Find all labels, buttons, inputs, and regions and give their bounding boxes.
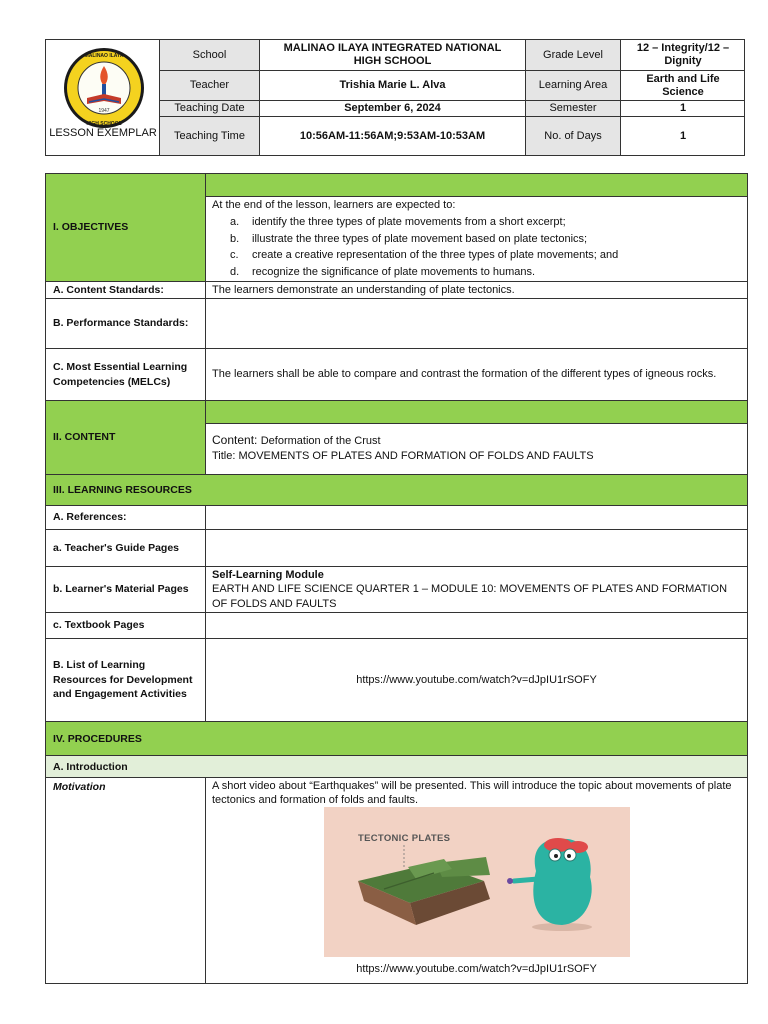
teaching-time-value: 10:56AM-11:56AM;9:53AM-10:53AM bbox=[260, 117, 526, 155]
objectives-list bbox=[212, 214, 741, 281]
content-cell bbox=[206, 401, 747, 474]
semester-label: Semester bbox=[526, 101, 621, 117]
introduction-label: A. Introduction bbox=[53, 760, 128, 773]
teacher-value: Trishia Marie L. Alva bbox=[260, 71, 526, 101]
melcs-row bbox=[46, 349, 747, 401]
references-row bbox=[46, 506, 747, 530]
teachers-guide-label: a. Teacher's Guide Pages bbox=[46, 530, 206, 566]
days-value: 1 bbox=[679, 129, 687, 142]
introduction-row bbox=[46, 756, 747, 778]
textbook-row bbox=[46, 613, 747, 639]
list-item bbox=[212, 247, 741, 264]
motivation-text: A short video about “Earthquakes” will be presented. This will introduce the topic about movements of plate tectonics and formation of folds and faults. bbox=[212, 780, 732, 806]
list-item bbox=[212, 214, 741, 231]
tectonic-plates-image bbox=[324, 807, 630, 957]
school-value: MALINAO ILAYA INTEGRATED NATIONAL HIGH SCHOOL bbox=[260, 40, 526, 71]
content-standards-label: A. Content Standards: bbox=[46, 282, 206, 298]
learners-material-value: EARTH AND LIFE SCIENCE QUARTER 1 – MODULE 10: MOVEMENTS OF PLATES AND FORMATION OF FOLDS AND FAULTS bbox=[212, 583, 728, 610]
learners-material-label: b. Learner's Material Pages bbox=[46, 567, 206, 612]
content-title: Title: MOVEMENTS OF PLATES AND FORMATION OF FOLDS AND FAULTS bbox=[212, 450, 594, 462]
svg-text:MALINAO ILAYA: MALINAO ILAYA bbox=[84, 53, 124, 59]
procedures-label: IV. PROCEDURES bbox=[53, 732, 142, 745]
grade-level-label: Grade Level bbox=[526, 40, 621, 71]
melcs-label: C. Most Essential Learning Competencies (MELCs) bbox=[46, 349, 206, 400]
logo-cell bbox=[46, 40, 160, 155]
teaching-date-label: Teaching Date bbox=[160, 101, 260, 117]
performance-standards-row bbox=[46, 299, 747, 349]
list-item bbox=[212, 231, 741, 248]
content-label: II. CONTENT bbox=[46, 401, 206, 474]
learning-resources-row bbox=[46, 475, 747, 506]
content-green-bar bbox=[206, 401, 747, 424]
teaching-time-label: Teaching Time bbox=[160, 117, 260, 155]
image-title: TECTONIC PLATES bbox=[358, 833, 451, 844]
learners-material-cell bbox=[206, 567, 747, 612]
teachers-guide-row bbox=[46, 530, 747, 567]
teachers-guide-value bbox=[206, 530, 747, 566]
teaching-date-value: September 6, 2024 bbox=[260, 101, 526, 117]
resource-list-link[interactable]: https://www.youtube.com/watch?v=dJpIU1rSOFY bbox=[356, 673, 597, 686]
content-prefix: Content: bbox=[212, 433, 261, 447]
references-value bbox=[206, 506, 747, 529]
svg-text:1947: 1947 bbox=[98, 108, 110, 114]
content-row bbox=[46, 401, 747, 475]
content-line bbox=[212, 433, 741, 449]
motivation-label: Motivation bbox=[46, 778, 206, 983]
video-link[interactable]: https://www.youtube.com/watch?v=dJpIU1rSOFY bbox=[356, 963, 597, 975]
lesson-exemplar-label: LESSON EXEMPLAR bbox=[49, 127, 157, 139]
school-seal-logo bbox=[59, 46, 149, 136]
item-text: create a creative representation of the three types of plate movements; and bbox=[252, 249, 619, 262]
textbook-value bbox=[206, 613, 747, 638]
item-marker: a. bbox=[230, 216, 240, 228]
item-text: recognize the significance of plate movements to humans. bbox=[252, 266, 536, 279]
objectives-row bbox=[46, 174, 747, 282]
objectives-content bbox=[206, 174, 747, 281]
learning-resources-label: III. LEARNING RESOURCES bbox=[53, 484, 192, 496]
procedures-row bbox=[46, 722, 747, 756]
item-marker: d. bbox=[230, 266, 240, 279]
header-table bbox=[45, 39, 745, 156]
teacher-label: Teacher bbox=[160, 71, 260, 101]
objectives-label: I. OBJECTIVES bbox=[46, 174, 206, 281]
melcs-value: The learners shall be able to compare and contrast the formation of the different types of igneous rocks. bbox=[212, 368, 717, 381]
learners-material-row bbox=[46, 567, 747, 613]
item-marker: c. bbox=[230, 249, 239, 262]
item-text: identify the three types of plate movements from a short excerpt; bbox=[252, 216, 566, 228]
objectives-intro: At the end of the lesson, learners are expected to: bbox=[212, 199, 456, 211]
content-value: Deformation of the Crust bbox=[260, 435, 381, 447]
list-item bbox=[212, 264, 741, 281]
school-label: School bbox=[160, 40, 260, 71]
resource-list-label: B. List of Learning Resources for Development and Engagement Activities bbox=[46, 639, 206, 721]
performance-standards-value bbox=[206, 299, 747, 348]
performance-standards-label: B. Performance Standards: bbox=[46, 299, 206, 348]
learning-area-value: Earth and Life Science bbox=[621, 71, 745, 101]
references-label: A. References: bbox=[46, 506, 206, 529]
content-standards-row bbox=[46, 282, 747, 299]
lesson-table bbox=[45, 173, 748, 984]
objectives-green-bar bbox=[206, 174, 747, 197]
item-text: illustrate the three types of plate movement based on plate tectonics; bbox=[252, 232, 588, 245]
content-standards-value: The learners demonstrate an understanding of plate tectonics. bbox=[212, 283, 515, 296]
svg-text:HIGH SCHOOL: HIGH SCHOOL bbox=[86, 121, 122, 127]
semester-value: 1 bbox=[621, 101, 745, 117]
days-label: No. of Days bbox=[526, 117, 621, 155]
learning-area-label: Learning Area bbox=[526, 71, 621, 101]
item-marker: b. bbox=[230, 232, 240, 245]
tectonic-plates-illustration bbox=[324, 807, 630, 957]
resource-list-row bbox=[46, 639, 747, 722]
textbook-label: c. Textbook Pages bbox=[46, 613, 206, 638]
learners-material-title: Self-Learning Module bbox=[212, 568, 324, 581]
grade-level-value: 12 – Integrity/12 – Dignity bbox=[621, 40, 745, 71]
